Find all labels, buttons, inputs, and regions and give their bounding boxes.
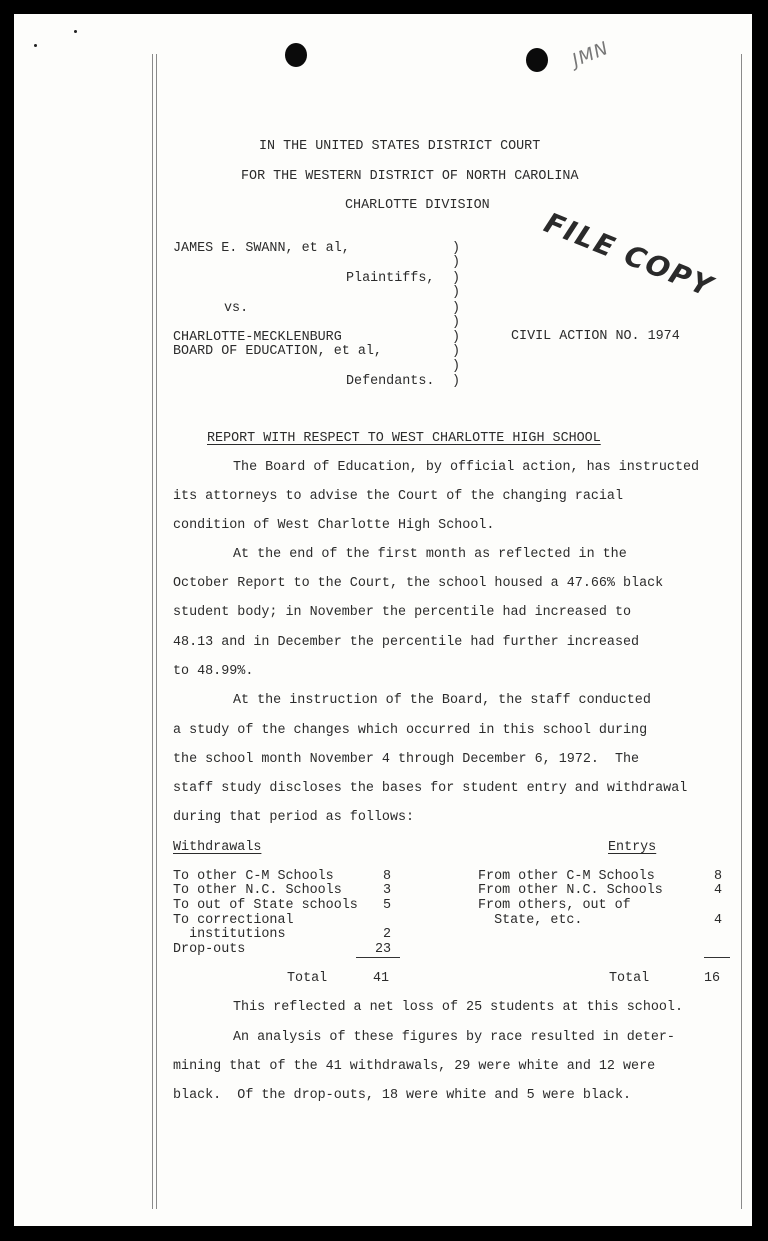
civil-action-number: CIVIL ACTION NO. 1974 [511,329,680,344]
court-name: IN THE UNITED STATES DISTRICT COURT [259,139,541,154]
withdrawal-value: 23 [375,942,392,957]
entry-value: 4 [714,913,723,928]
entry-value: 4 [714,883,723,898]
right-margin-line [741,54,742,1209]
caption-bracket: ) [452,374,461,389]
left-margin-line-inner [156,54,157,1209]
caption-bracket: ) [452,271,461,286]
defendant-name-line2: BOARD OF EDUCATION, et al, [173,344,382,359]
speck-mark [74,30,77,33]
left-margin-line [152,54,153,1209]
withdrawal-label: Drop-outs [173,942,246,957]
withdrawal-value: 2 [383,927,392,942]
paragraph-1-line: its attorneys to advise the Court of the changing racial [173,489,623,504]
withdrawal-label: To out of State schools [173,898,358,913]
entrys-header: Entrys [608,840,657,855]
punch-hole-right [526,48,548,72]
paragraph-5-line: black. Of the drop-outs, 18 were white and 5 were black. [173,1088,632,1103]
caption-bracket: ) [452,301,461,316]
entrys-sum-rule [704,957,730,958]
court-division: CHARLOTTE DIVISION [345,198,490,213]
withdrawal-label: To other N.C. Schools [173,883,342,898]
paragraph-5-line: An analysis of these figures by race resulted in deter- [233,1030,675,1045]
caption-bracket: ) [452,285,461,300]
withdrawal-value: 3 [383,883,392,898]
paragraph-1-line: The Board of Education, by official action, has instructed [233,460,700,475]
paragraph-5-line: mining that of the 41 withdrawals, 29 were white and 12 were [173,1059,656,1074]
withdrawal-value: 5 [383,898,392,913]
defendant-name-line1: CHARLOTTE-MECKLENBURG [173,330,342,345]
paragraph-3-line: the school month November 4 through December 6, 1972. The [173,752,640,767]
entry-label: From other N.C. Schools [478,883,663,898]
paragraph-2-line: At the end of the first month as reflected in the [233,547,627,562]
withdrawal-label: institutions [173,927,286,942]
plaintiff-name: JAMES E. SWANN, et al, [173,241,350,256]
paragraph-3-line: At the instruction of the Board, the staff conducted [233,693,651,708]
versus-label: vs. [224,301,249,316]
withdrawals-total-label: Total [287,971,328,986]
entry-label: State, etc. [478,913,583,928]
caption-bracket: ) [452,359,461,374]
withdrawals-total-value: 41 [373,971,390,986]
paragraph-3-line: during that period as follows: [173,810,415,825]
handwritten-initials: JMN [569,37,612,72]
entry-value: 8 [714,869,723,884]
paragraph-2-line: October Report to the Court, the school housed a 47.66% black [173,576,664,591]
plaintiffs-label: Plaintiffs, [346,271,435,286]
speck-mark [34,44,37,47]
entry-label: From other C-M Schools [478,869,655,884]
report-title: REPORT WITH RESPECT TO WEST CHARLOTTE HIGH SCHOOL [207,431,601,446]
caption-bracket: ) [452,330,461,345]
paragraph-3-line: staff study discloses the bases for student entry and withdrawal [173,781,688,796]
caption-bracket: ) [452,344,461,359]
defendants-label: Defendants. [346,374,435,389]
withdrawal-value: 8 [383,869,392,884]
caption-bracket: ) [452,315,461,330]
withdrawals-sum-rule [356,957,400,958]
paragraph-2-line: student body; in November the percentile had increased to [173,605,632,620]
entrys-total-value: 16 [704,971,721,986]
entry-label: From others, out of [478,898,631,913]
paragraph-1-line: condition of West Charlotte High School. [173,518,495,533]
withdrawal-label: To other C-M Schools [173,869,334,884]
caption-bracket: ) [452,255,461,270]
paragraph-2-line: to 48.99%. [173,664,254,679]
paragraph-2-line: 48.13 and in December the percentile had further increased [173,635,640,650]
court-district: FOR THE WESTERN DISTRICT OF NORTH CAROLINA [241,169,579,184]
file-copy-stamp: FILE COPY [539,206,719,304]
caption-bracket: ) [452,241,461,256]
paragraph-3-line: a study of the changes which occurred in this school during [173,723,648,738]
withdrawals-header: Withdrawals [173,840,262,855]
punch-hole-left [285,43,307,67]
paragraph-4: This reflected a net loss of 25 students at this school. [233,1000,683,1015]
withdrawal-label: To correctional [173,913,294,928]
entrys-total-label: Total [609,971,650,986]
